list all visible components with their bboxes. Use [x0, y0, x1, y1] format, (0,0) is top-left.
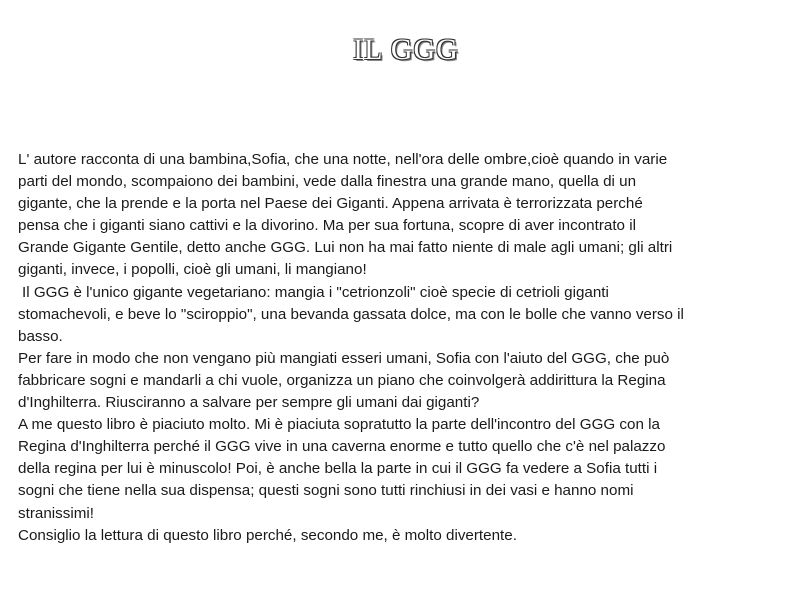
document-title: IL GGG — [353, 33, 459, 66]
text-line: A me questo libro è piaciuto molto. Mi è piaciuta sopratutto la parte dell'incontro del GGG con la — [18, 416, 660, 434]
text-line: L' autore racconta di una bambina,Sofia, che una notte, nell'ora delle ombre,cioè quando in varie — [18, 151, 668, 168]
text-line: stranissimi! — [18, 504, 94, 522]
text-line: d'Inghilterra. Riusciranno a salvare per sempre gli umani dai giganti? — [18, 394, 480, 412]
text-line: Per fare in modo che non vengano più mangiati esseri umani, Sofia con l'aiuto del GGG, che può — [18, 349, 670, 367]
text-line: Il GGG è l'unico gigante vegetariano: mangia i "cetrionzoli" cioè specie di cetrioli giganti — [22, 283, 609, 301]
text-line: stomachevoli, e beve lo "sciroppio", una bevanda gassata dolce, ma con le bolle che vanno verso il — [18, 305, 684, 323]
text-line: della regina per lui è minuscolo! Poi, è anche bella la parte in cui il GGG fa vedere a Sofia tutti i — [18, 460, 658, 478]
text-line: giganti, invece, i popolli, cioè gli umani, li mangiano! — [18, 261, 367, 279]
text-line: parti del mondo, scompaiono dei bambini, vede dalla finestra una grande mano, quella di un — [18, 173, 637, 191]
document-body — [18, 149, 793, 547]
text-line: fabbricare sogni e mandarli a chi vuole, organizza un piano che coinvolgerà addirittura la Regina — [18, 371, 666, 389]
text-line: Consiglio la lettura di questo libro perché, secondo me, è molto divertente. — [18, 526, 517, 544]
text-line: Grande Gigante Gentile, detto anche GGG. Lui non ha mai fatto niente di male agli umani; gli altri — [18, 239, 673, 257]
text-line: basso. — [18, 327, 63, 345]
text-line: pensa che i giganti siano cattivi e la divorino. Ma per sua fortuna, scopre di aver incontrato il — [18, 217, 636, 235]
text-line: gigante, che la prende e la porta nel Paese dei Giganti. Appena arrivata è terrorizzata perché — [18, 195, 643, 213]
text-line: sogni che tiene nella sua dispensa; questi sogni sono tutti rinchiusi in dei vasi e hanno nomi — [18, 482, 634, 500]
text-line: Regina d'Inghilterra perché il GGG vive in una caverna enorme e tutto quello che c'è nel palazzo — [18, 438, 666, 456]
